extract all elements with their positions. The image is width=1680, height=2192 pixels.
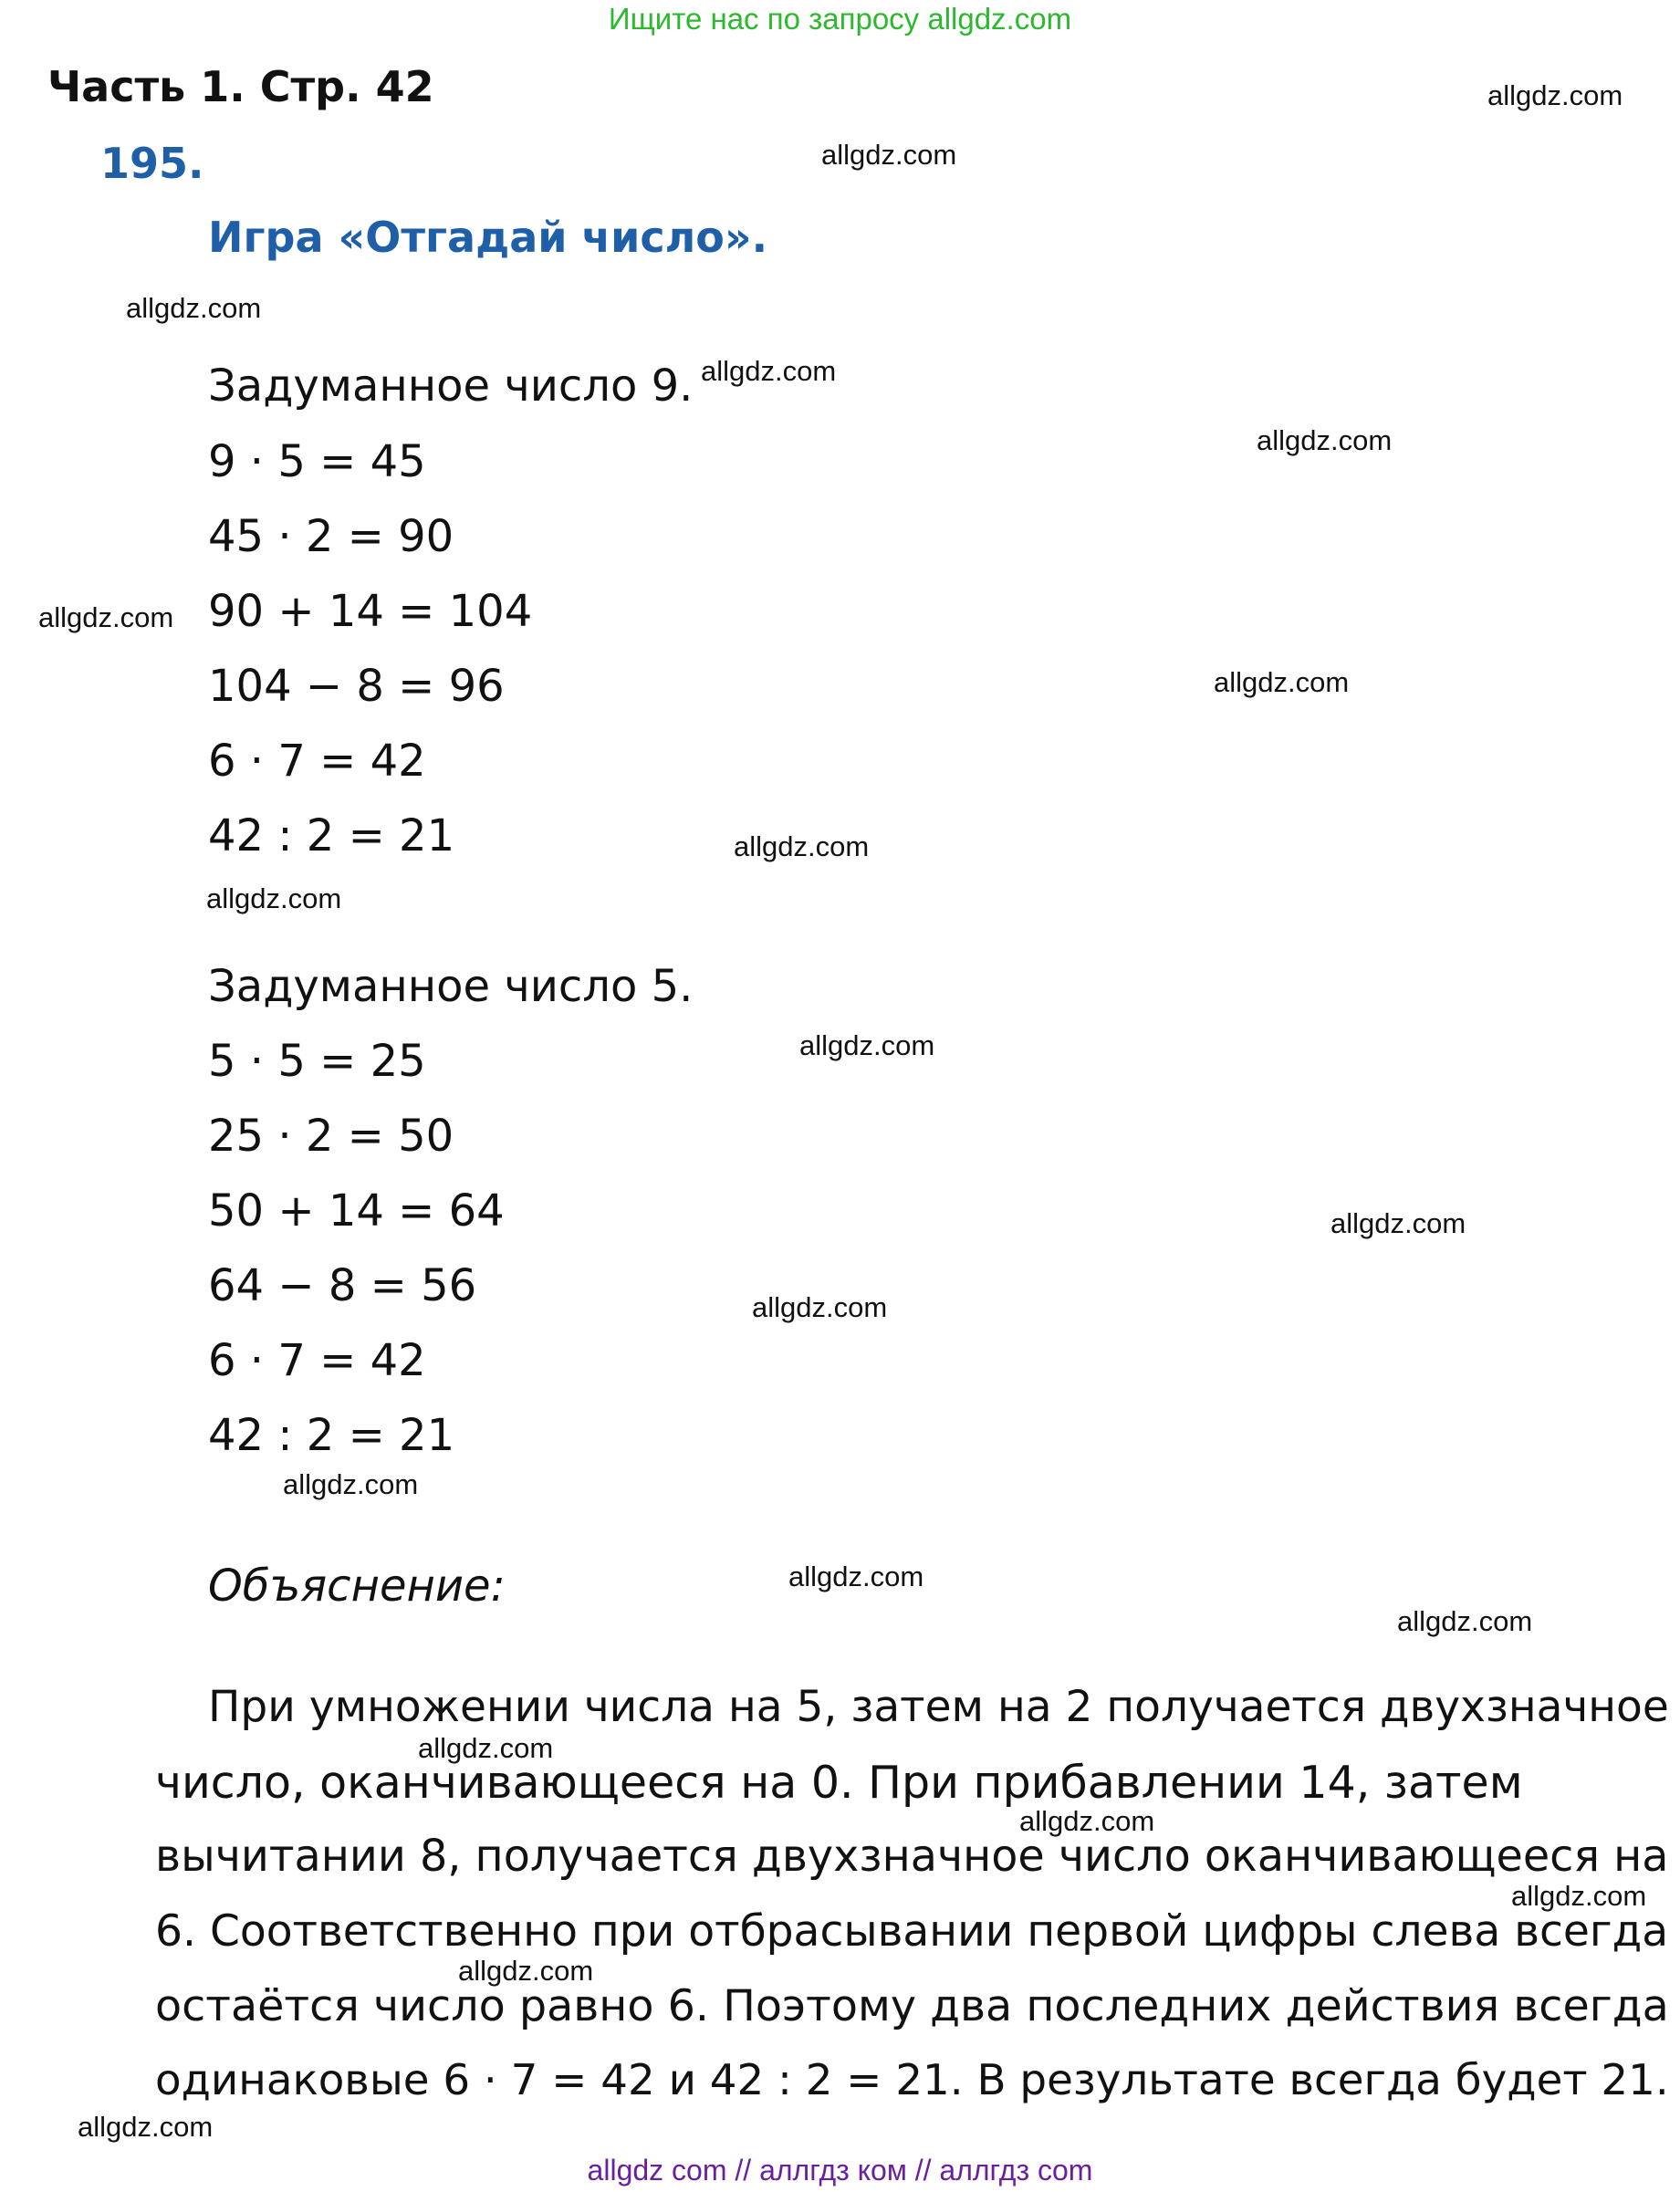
block1-step: 90 + 14 = 104 (208, 586, 533, 637)
watermark: allgdz.com (206, 882, 342, 914)
page-heading: Часть 1. Стр. 42 (47, 62, 434, 111)
watermark: allgdz.com (1397, 1605, 1533, 1637)
watermark: allgdz.com (126, 292, 262, 324)
footer: allgdz com // аллгдз ком // аллгдз com (587, 2154, 1093, 2187)
explanation-line: 6. Соответственно при отбрасывании первой цифры слева всегда (155, 1906, 1669, 1957)
watermark: allgdz.com (752, 1291, 888, 1323)
block1-step: 45 · 2 = 90 (208, 511, 454, 562)
block2-step: 6 · 7 = 42 (208, 1335, 426, 1386)
watermark: allgdz.com (458, 1955, 594, 1987)
block2-step: 25 · 2 = 50 (208, 1111, 454, 1162)
watermark: allgdz.com (788, 1560, 924, 1592)
watermark: allgdz.com (38, 601, 174, 633)
task-number: 195. (100, 139, 204, 188)
explanation-line: число, оканчивающееся на 0. При прибавлении 14, затем (155, 1757, 1523, 1809)
watermark: allgdz.com (283, 1468, 419, 1500)
explanation-line: остаётся число равно 6. Поэтому два последних действия всегда (155, 1981, 1669, 2031)
explanation-line: При умножении числа на 5, затем на 2 получается двухзначное (208, 1682, 1669, 1732)
task-title: Игра «Отгадай число». (208, 213, 768, 262)
block2-step: 64 − 8 = 56 (208, 1260, 477, 1311)
block1-step: 9 · 5 = 45 (208, 436, 426, 487)
block2-intro: Задуманное число 5. (208, 961, 694, 1012)
block1-intro: Задуманное число 9. (208, 360, 694, 412)
watermark: allgdz.com (1487, 79, 1623, 111)
watermark: allgdz.com (1330, 1207, 1466, 1239)
block1-step: 6 · 7 = 42 (208, 736, 426, 787)
block1-step: 104 − 8 = 96 (208, 661, 505, 712)
top-banner: Ищите нас по запросу allgdz.com (608, 2, 1072, 36)
watermark: allgdz.com (821, 139, 957, 171)
watermark: allgdz.com (1257, 424, 1393, 456)
block2-step: 50 + 14 = 64 (208, 1185, 505, 1237)
watermark: allgdz.com (78, 2111, 214, 2143)
watermark: allgdz.com (418, 1732, 554, 1764)
watermark: allgdz.com (701, 355, 837, 387)
block2-step: 5 · 5 = 25 (208, 1036, 426, 1087)
watermark: allgdz.com (734, 830, 870, 862)
explanation-line: одинаковые 6 · 7 = 42 и 42 : 2 = 21. В результате всегда будет 21. (155, 2056, 1669, 2105)
block1-step: 42 : 2 = 21 (208, 810, 455, 861)
watermark: allgdz.com (1214, 666, 1350, 698)
explanation-title: Объяснение: (208, 1560, 506, 1612)
watermark: allgdz.com (1511, 1880, 1647, 1912)
watermark: allgdz.com (799, 1029, 935, 1061)
explanation-line: вычитании 8, получается двухзначное число оканчивающееся на (155, 1832, 1669, 1882)
watermark: allgdz.com (1019, 1805, 1155, 1837)
block2-step: 42 : 2 = 21 (208, 1410, 455, 1461)
